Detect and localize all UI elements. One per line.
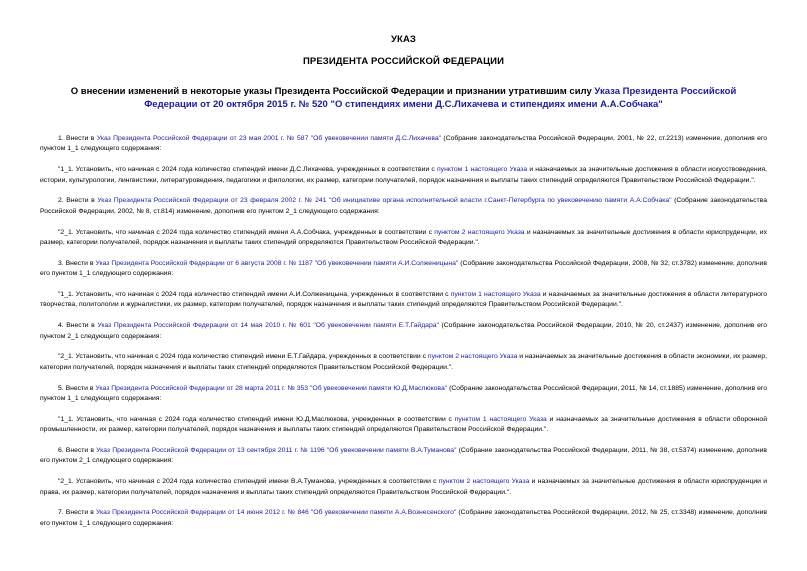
- heading-text: О внесении изменений в некоторые указы Президента Российской Федерации и признании утратившим силу: [70, 86, 595, 97]
- clause-link[interactable]: пунктом 2 настоящего Указа: [427, 353, 518, 361]
- paragraph-text: "2_1. Установить, что начиная с 2024 года количество стипендий имени А.А.Собчака, учрежденных в соответствии с: [58, 228, 435, 236]
- paragraph-text: (Собрание законодательства Российской Федерации, 2011, № 38, ст.5374) изменение, дополнив его пунктом 2_1 следующего содержания:: [40, 447, 767, 465]
- paragraph-text: и назначаемых за значительные достижения в области искусствоведения, истории, культурологии, лингвистики, литературоведения, педагогики и филологии, их размер, категории получателей, порядок назначения и выплаты таких стипендий определяются Правительством Российской Федерации.".: [40, 166, 767, 184]
- paragraph-text: (Собрание законодательства Российской Федерации, 2001, № 22, ст.2213) изменение, дополнив его пунктом 1_1 следующего содержания:: [40, 135, 767, 153]
- clause-link[interactable]: пунктом 1 настоящего Указа: [454, 415, 547, 423]
- clause-link[interactable]: пунктом 1 настоящего Указа: [450, 291, 541, 299]
- paragraph-text: и назначаемых за значительные достижения в области юриспруденции, их размер, категории получателей, порядок назначения и выплаты таких стипендий определяются Правительством Российской Федерации.".: [40, 228, 767, 247]
- quoted-provision: [40, 165, 767, 186]
- document-body: [40, 134, 767, 540]
- amendment-paragraph: [40, 134, 767, 155]
- decree-link[interactable]: Указ Президента Российской Федерации от 14 мая 2010 г. № 601 "Об увековечении памяти Е.Т.Гайдара": [97, 322, 439, 330]
- quoted-provision: [40, 477, 767, 498]
- paragraph-text: (Собрание законодательства Российской Федерации, 2011, № 14, ст.1885) изменение, дополнив его пунктом 1_1 следующего содержания:: [40, 384, 767, 403]
- paragraph-text: и назначаемых за значительные достижения в области оборонной промышленности, их размер, категории получателей, порядок назначения и выплаты таких стипендий определяются Правительством Российской Федерации.".: [40, 415, 768, 434]
- decree-link[interactable]: Указ Президента Российской Федерации от 13 сентября 2011 г. № 1196 "Об увековечении памяти В.А.Туманова": [96, 447, 457, 455]
- paragraph-text: "1_1. Установить, что начиная с 2024 года количество стипендий имени Ю.Д.Маслюкова, учрежденных в соответствии с: [58, 415, 455, 423]
- decree-link[interactable]: Указ Президента Российской Федерации от 28 марта 2011 г. № 353 "Об увековечении памяти Ю.Д.Маслюкова": [95, 384, 448, 392]
- decree-link[interactable]: Указ Президента Российской Федерации от 6 августа 2008 г. № 1187 "Об увековечении памяти А.И.Солженицына": [95, 259, 459, 267]
- clause-link[interactable]: пунктом 2 настоящего Указа: [434, 228, 525, 236]
- clause-link[interactable]: пунктом 2 настоящего Указа: [438, 478, 530, 486]
- decree-link[interactable]: Указ Президента Российской Федерации от 23 февраля 2002 г. № 241 "Об инициативе органа исполнительной власти г.Санкт-Петербурга по увековечению памяти А.А.Собчака": [97, 197, 672, 205]
- document-heading: [52, 86, 755, 111]
- amendment-paragraph: [40, 446, 767, 467]
- quoted-provision: [40, 415, 767, 436]
- paragraph-text: 5. Внести в: [58, 384, 96, 392]
- amendment-paragraph: [40, 508, 767, 529]
- paragraph-text: (Собрание законодательства Российской Федерации, 2008, № 32, ст.3782) изменение, дополнив его пунктом 1_1 следующего содержания:: [40, 259, 767, 278]
- quoted-provision: [40, 228, 767, 249]
- decree-link[interactable]: Указ Президента Российской Федерации от 14 июня 2012 г. № 846 "Об увековечении памяти А.А.Вознесенского": [96, 509, 457, 517]
- paragraph-text: и назначаемых за значительные достижения в области экономики, их размер, категории получателей, порядок назначения и выплаты таких стипендий определяются Правительством Российской Федерации.".: [40, 353, 768, 371]
- paragraph-text: (Собрание законодательства Российской Федерации, 2002, № 8, ст.814) изменение, дополнив его пунктом 2_1 следующего содержания:: [40, 197, 767, 215]
- decree-link[interactable]: Указ Президента Российской Федерации от 23 мая 2001 г. № 587 "Об увековечении памяти Д.С.Лихачева": [96, 135, 442, 142]
- paragraph-text: (Собрание законодательства Российской Федерации, 2010, № 20, ст.2437) изменение, дополнив его пунктом 2_1 следующего содержания:: [40, 322, 767, 340]
- quoted-provision: [40, 352, 767, 373]
- paragraph-text: "2_1. Установить, что начиная с 2024 года количество стипендий имени Е.Т.Гайдара, учрежденных в соответствии с: [58, 353, 428, 361]
- paragraph-text: (Собрание законодательства Российской Федерации, 2012, № 25, ст.3348) изменение, дополнив его пунктом 1_1 следующего содержания:: [40, 509, 767, 527]
- paragraph-text: 4. Внести в: [58, 322, 98, 330]
- paragraph-text: 2. Внести в: [58, 197, 98, 205]
- paragraph-text: и назначаемых за значительные достижения в области литературного творчества, политологии и журналистики, их размер, категории получателей, порядок назначения и выплаты таких стипендий определяются Правительством Российской Федерации.".: [40, 291, 768, 309]
- document-type-title: УКАЗ: [391, 34, 416, 45]
- paragraph-text: 1. Внести в: [58, 135, 97, 142]
- amendment-paragraph: [40, 196, 767, 217]
- paragraph-text: 7. Внести в: [58, 509, 96, 517]
- paragraph-text: и назначаемых за значительные достижения в области юриспруденции и права, их размер, категории получателей, порядок назначения и выплаты таких стипендий определяются Правительством Российской Федерации.".: [40, 478, 767, 496]
- heading-document-link[interactable]: Указа Президента Российской Федерации от 20 октября 2015 г. № 520 "О стипендиях имени Д.С.Лихачева и стипендиях имени А.А.Собчака": [144, 86, 737, 110]
- paragraph-text: "1_1. Установить, что начиная с 2024 года количество стипендий имени А.И.Солженицына, учрежденных в соответствии с: [58, 291, 451, 299]
- quoted-provision: [40, 290, 767, 311]
- paragraph-text: "1_1. Установить, что начиная с 2024 года количество стипендий имени Д.С.Лихачева, учрежденных в соответствии с: [58, 166, 437, 174]
- amendment-paragraph: [40, 384, 767, 405]
- amendment-paragraph: [40, 321, 767, 342]
- amendment-paragraph: [40, 259, 767, 280]
- issuer-title: ПРЕЗИДЕНТА РОССИЙСКОЙ ФЕДЕРАЦИИ: [302, 56, 505, 67]
- paragraph-text: "2_1. Установить, что начиная с 2024 года количество стипендий имени В.А.Туманова, учрежденных в соответствии с: [58, 478, 439, 486]
- paragraph-text: 3. Внести в: [58, 259, 96, 267]
- clause-link[interactable]: пунктом 1 настоящего Указа: [436, 166, 528, 174]
- paragraph-text: 6. Внести в: [58, 447, 97, 455]
